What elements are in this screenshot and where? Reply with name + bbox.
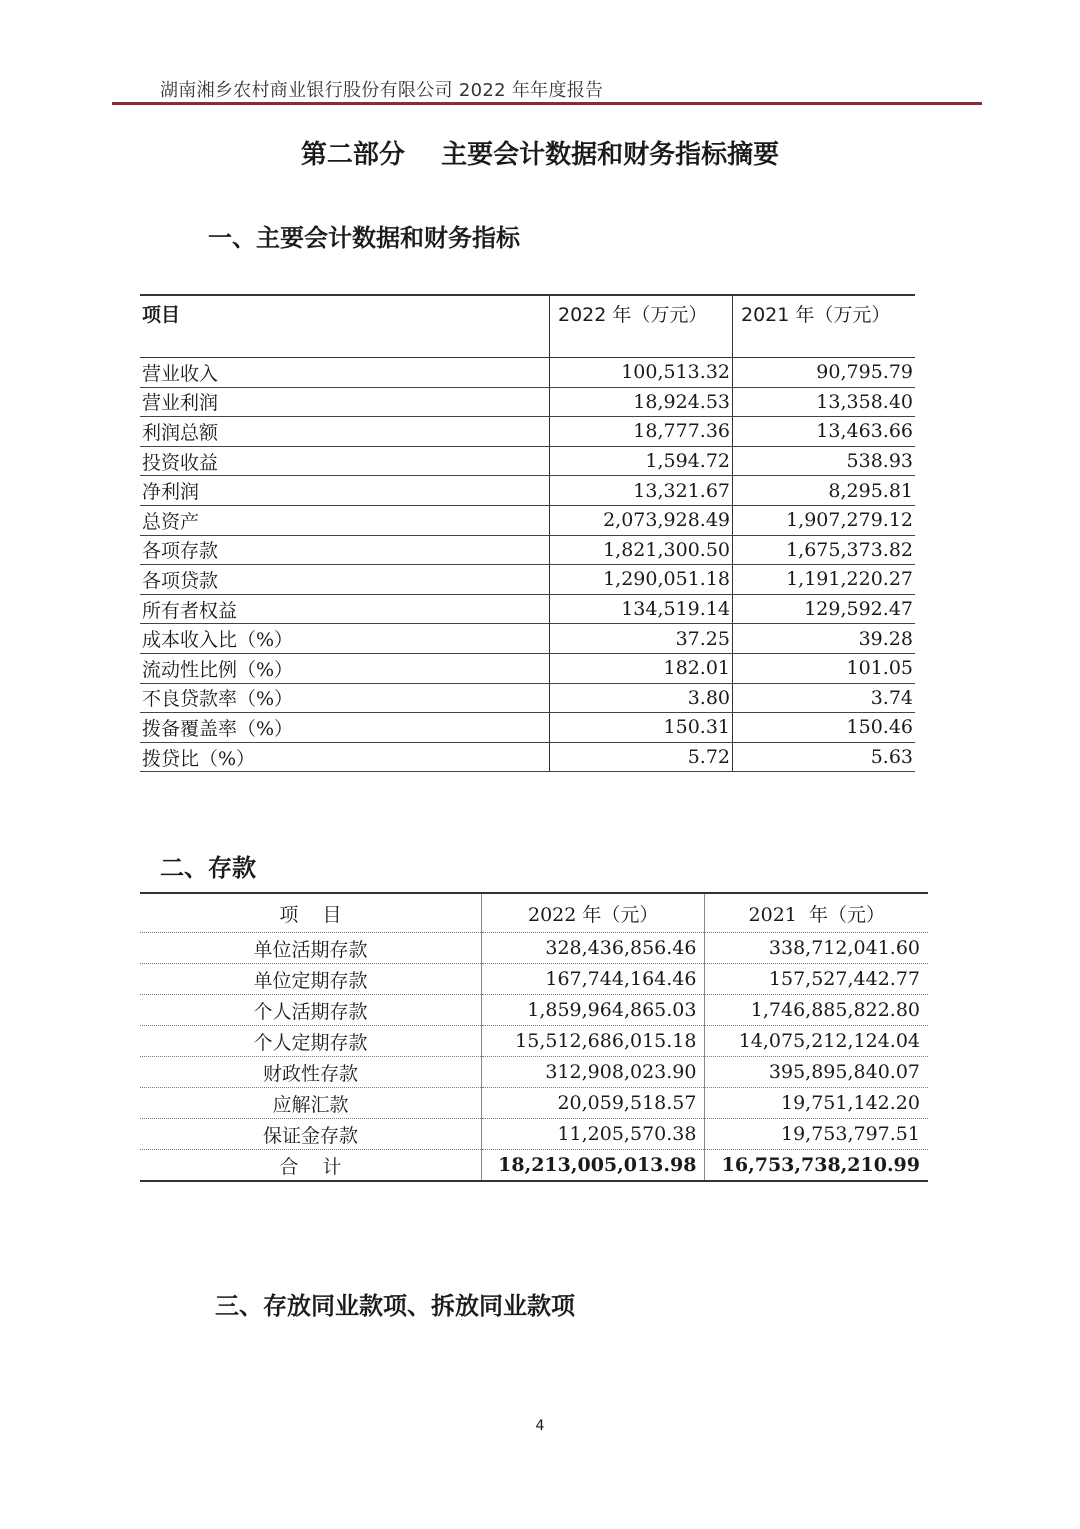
section3-title: 三、存放同业款项、拆放同业款项 [215,1292,575,1320]
value-2021: 1,191,220.27 [733,565,916,595]
value-2021: 3.74 [733,683,916,713]
value-2021: 39.28 [733,624,916,654]
table-row [140,653,915,683]
table-row [140,964,928,995]
table-row [140,505,915,535]
column-header-2021: 2021 年（元） [705,893,928,933]
column-header-item: 项目 [140,295,550,358]
value-2021: 1,907,279.12 [733,505,916,535]
value-2022: 37.25 [550,624,733,654]
value-2022: 20,059,518.57 [481,1088,705,1119]
row-label: 不良贷款率（%） [140,683,550,713]
total-2021: 16,753,738,210.99 [705,1150,928,1182]
row-label: 拨贷比（%） [140,742,550,772]
row-label: 流动性比例（%） [140,653,550,683]
table-row [140,683,915,713]
value-2022: 1,859,964,865.03 [481,995,705,1026]
value-2022: 100,513.32 [550,358,733,388]
value-2022: 11,205,570.38 [481,1119,705,1150]
value-2021: 395,895,840.07 [705,1057,928,1088]
table-row [140,1119,928,1150]
value-2021: 157,527,442.77 [705,964,928,995]
value-2021: 101.05 [733,653,916,683]
table-row [140,417,915,447]
accounting-data-table [140,294,915,772]
total-row [140,1150,928,1182]
value-2021: 14,075,212,124.04 [705,1026,928,1057]
table-row [140,535,915,565]
row-label: 单位定期存款 [140,964,481,995]
value-2021: 538.93 [733,446,916,476]
value-2022: 1,290,051.18 [550,565,733,595]
row-label: 个人活期存款 [140,995,481,1026]
column-header-item: 项 目 [140,893,481,933]
page-number: 4 [535,1418,545,1434]
table-header-row [140,893,928,933]
table-row [140,476,915,506]
row-label: 应解汇款 [140,1088,481,1119]
row-label: 个人定期存款 [140,1026,481,1057]
row-label: 利润总额 [140,417,550,447]
value-2021: 5.63 [733,742,916,772]
value-2022: 18,924.53 [550,387,733,417]
value-2021: 1,746,885,822.80 [705,995,928,1026]
table-row [140,995,928,1026]
table-row [140,446,915,476]
row-label: 拨备覆盖率（%） [140,713,550,743]
value-2022: 134,519.14 [550,594,733,624]
total-2022: 18,213,005,013.98 [481,1150,705,1182]
column-header-2022: 2022 年（元） [481,893,705,933]
value-2021: 90,795.79 [733,358,916,388]
row-label: 营业利润 [140,387,550,417]
value-2021: 8,295.81 [733,476,916,506]
table-row [140,713,915,743]
table-row [140,933,928,964]
table-row [140,387,915,417]
section1-title: 一、主要会计数据和财务指标 [208,224,520,252]
value-2022: 150.31 [550,713,733,743]
table-row [140,565,915,595]
value-2022: 328,436,856.46 [481,933,705,964]
report-header: 湖南湘乡农村商业银行股份有限公司 2022 年年度报告 [160,80,604,101]
value-2022: 2,073,928.49 [550,505,733,535]
table-row [140,358,915,388]
column-header-2021: 2021 年（万元） [733,295,916,358]
value-2022: 1,821,300.50 [550,535,733,565]
section2-title: 二、存款 [160,854,256,882]
value-2021: 338,712,041.60 [705,933,928,964]
value-2022: 312,908,023.90 [481,1057,705,1088]
row-label: 保证金存款 [140,1119,481,1150]
row-label: 成本收入比（%） [140,624,550,654]
table-row [140,1026,928,1057]
row-label: 各项存款 [140,535,550,565]
value-2022: 13,321.67 [550,476,733,506]
table-row [140,742,915,772]
row-label: 营业收入 [140,358,550,388]
value-2021: 19,751,142.20 [705,1088,928,1119]
row-label: 净利润 [140,476,550,506]
header-divider [112,102,982,105]
value-2022: 182.01 [550,653,733,683]
row-label: 财政性存款 [140,1057,481,1088]
value-2022: 15,512,686,015.18 [481,1026,705,1057]
table-row [140,594,915,624]
value-2021: 129,592.47 [733,594,916,624]
table-header-row [140,295,915,358]
part-title: 第二部分 主要会计数据和财务指标摘要 [300,140,780,170]
row-label: 所有者权益 [140,594,550,624]
value-2021: 1,675,373.82 [733,535,916,565]
table-row [140,1057,928,1088]
table-row [140,624,915,654]
value-2022: 3.80 [550,683,733,713]
column-header-2022: 2022 年（万元） [550,295,733,358]
value-2021: 150.46 [733,713,916,743]
value-2021: 19,753,797.51 [705,1119,928,1150]
value-2022: 18,777.36 [550,417,733,447]
row-label: 单位活期存款 [140,933,481,964]
deposits-table [140,892,928,1182]
row-label: 总资产 [140,505,550,535]
row-label: 投资收益 [140,446,550,476]
value-2022: 167,744,164.46 [481,964,705,995]
total-label: 合 计 [140,1150,481,1182]
row-label: 各项贷款 [140,565,550,595]
value-2022: 5.72 [550,742,733,772]
table-row [140,1088,928,1119]
value-2021: 13,463.66 [733,417,916,447]
value-2022: 1,594.72 [550,446,733,476]
value-2021: 13,358.40 [733,387,916,417]
